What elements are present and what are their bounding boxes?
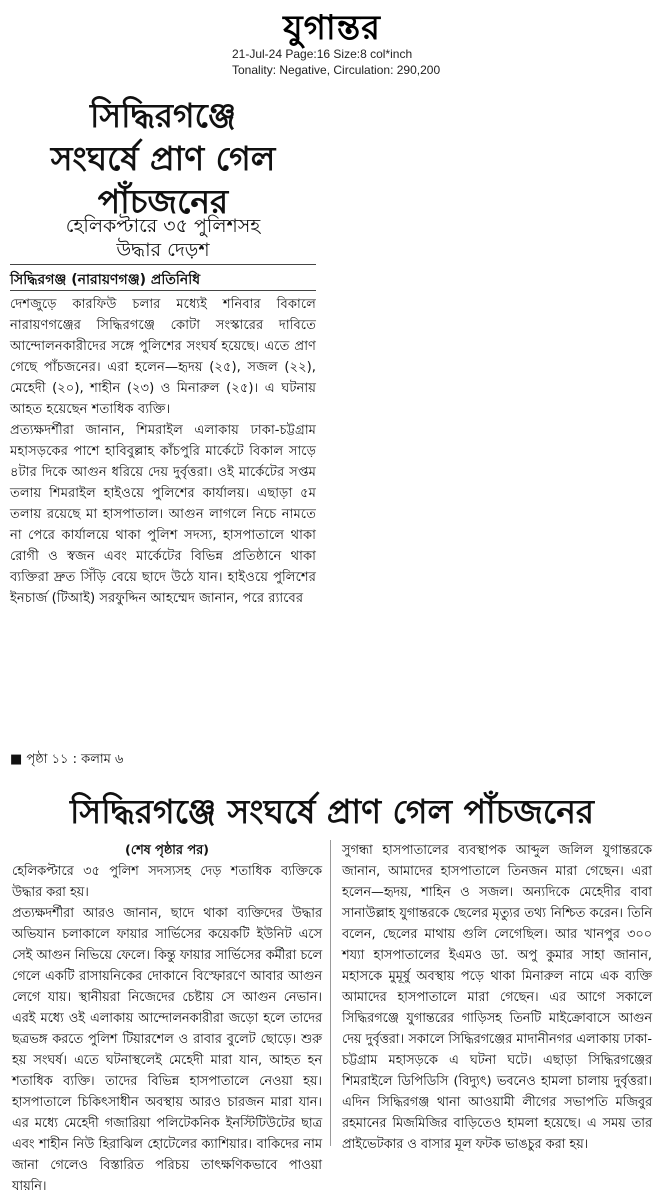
- divider-line: [10, 290, 316, 291]
- headline-line: সংঘর্ষে প্রাণ গেল: [50, 139, 276, 178]
- masthead: [0, 0, 664, 48]
- headline-line: পাঁচজনের: [97, 182, 229, 221]
- front-body: [10, 294, 316, 609]
- continued-marker: ■ পৃষ্ঠা ১১ : কলাম ৬: [10, 752, 124, 767]
- body-paragraph: প্রত্যক্ষদর্শীরা আরও জানান, ছাদে থাকা ব্যক্তিদের উদ্ধার অভিযান চলাকালে ফায়ার সার্ভিসের কয়েকটি ইউনিট এসে সেই আগুন নিভিয়ে ফেলে। কিন্তু ফায়ার সার্ভিসের কর্মীরা চলে গেলে একটি রাসায়নিকের দোকানে বিস্ফোরণে আবার আগুন লেগে যায়। স্থানীয়রা নিজেদের চেষ্টায় সে আগুন নেভান। এরই মধ্যে ওই এলাকায় আন্দোলনকারীরা জড়ো হলে তাদের ছত্রভঙ্গ করতে পুলিশ টিয়ারশেল ও রাবার বুলেট ছোড়ে। শুরু হয় সংঘর্ষ। এতে ঘটনাস্থলেই মেহেদী মারা যান, আহত হন শতাধিক ব্যক্তি। তাদের বিভিন্ন হাসপাতালে নেওয়া হয়। হাসপাতালে চিকিৎসাধীন অবস্থায় আরও চারজন মারা যান। এর মধ্যে মেহেদী গজারিয়া পলিটেকনিক ইনস্টিটিউটের ছাত্র এবং শাহীন নিউ হিরাঝিল হোটেলের ক্যাশিয়ার। বাকিদের নাম জানা গেলেও বিস্তারিত পরিচয় তাৎক্ষণিকভাবে পাওয়া যায়নি।: [12, 906, 323, 1194]
- column-divider: [330, 840, 331, 1146]
- article-clipping-front: [0, 82, 326, 772]
- divider-line: [10, 264, 316, 265]
- headline-line: সিদ্ধিরগঞ্জে: [89, 96, 237, 135]
- byline: সিদ্ধিরগঞ্জ (নারায়ণগঞ্জ) প্রতিনিধি: [10, 272, 201, 288]
- back-headline: সিদ্ধিরগঞ্জে সংঘর্ষে প্রাণ গেল পাঁচজনের: [69, 792, 595, 831]
- body-paragraph: প্রত্যক্ষদর্শীরা জানান, শিমরাইল এলাকায় ঢাকা-চট্টগ্রাম মহাসড়কের পাশে হাবিবুল্লাহ কাঁচপুরি মার্কেটে বিকাল সাড়ে ৪টার দিকে আগুন ধরিয়ে দেয় দুর্বৃত্তরা। ওই মার্কেটের সপ্তম তলায় শিমরাইল হাইওয়ে পুলিশের কার্যালয়। এছাড়া ৫ম তলায় রয়েছে মা হাসপাতাল। আগুন লাগলে নিচে নামতে না পেরে কার্যালয়ে থাকা পুলিশ সদস্য, হাসপাতালে থাকা রোগী ও স্বজন এবং মার্কেটের বিভিন্ন প্রতিষ্ঠানে থাকা ব্যক্তিরা দ্রুত সিঁড়ি বেয়ে ছাদে উঠে যান। হাইওয়ে পুলিশের ইনচার্জ (টিআই) সরফুদ্দিন আহম্মেদ জানান, পরে র‌্যাবের: [10, 423, 316, 606]
- clipping-meta-date: 21-Jul-24 Page:16 Size:8 col*inch: [232, 47, 413, 61]
- clipping-meta-tonality: Tonality: Negative, Circulation: 290,200: [232, 63, 441, 77]
- article-clipping-back: [0, 784, 664, 1194]
- continued-from-label: (শেষ পৃষ্ঠার পর): [125, 843, 209, 858]
- body-paragraph: সুগন্ধা হাসপাতালের ব্যবস্থাপক আব্দুল জলিল যুগান্তরকে জানান, আমাদের হাসপাতালে তিনজন মারা গেছেন। এরা হলেন—হৃদয়, শাহিন ও সজল। অন্যদিকে মেহেদীর বাবা সানাউল্লাহ যুগান্তরকে ছেলের মৃত্যুর তথ্য নিশ্চিত করেন। তিনি বলেন, ছেলের মাথায় গুলি লেগেছিল। আর খানপুর ৩০০ শয্যা হাসপাতালের ইএমও ডা. অপু কুমার সাহা জানান, মহাসকে মুমূর্ষু অবস্থায় পড়ে থাকা মিনারুল নামে এক ব্যক্তি আমাদের হাসপাতালে মারা গেছেন। এর আগে সকালে সিদ্ধিরগঞ্জে যুগান্তরের গাড়িসহ তিনটি মাইক্রোবাসে আগুন দেয় দুর্বৃত্তরা। সকালে সিদ্ধিরগঞ্জের মাদানীনগর এলাকায় ঢাকা-চট্টগ্রাম মহাসড়কে এ ঘটনা ঘটে। এছাড়া সিদ্ধিরগঞ্জের শিমরাইলে ডিপিডিসি (বিদ্যুৎ) ভবনেও হামলা চালায় দুর্বৃত্তরা। এদিন সিদ্ধিরগঞ্জ থানা আওয়ামী লীগের সভাপতি মজিবুর রহমানের মিজমিজির বাড়িতেও হামলা হয়েছে। এ সময় তার প্রাইভেটকার ও বাসার মূল ফটক ভাঙচুর করা হয়।: [342, 843, 652, 1152]
- front-subhead: [0, 214, 326, 262]
- subhead-line: উদ্ধার দেড়শ: [116, 239, 210, 261]
- subhead-line: হেলিকপ্টারে ৩৫ পুলিশসহ: [65, 215, 261, 237]
- body-paragraph: হেলিকপ্টারে ৩৫ পুলিশ সদস্যসহ দেড় শতাধিক ব্যক্তিকে উদ্ধার করা হয়।: [12, 864, 322, 900]
- front-headline: [0, 94, 326, 223]
- body-paragraph: দেশজুড়ে কারফিউ চলার মধ্যেই শনিবার বিকালে নারায়ণগঞ্জের সিদ্ধিরগঞ্জে কোটা সংস্কারের দাবিতে আন্দোলনকারীদের সঙ্গে পুলিশের সংঘর্ষ হয়েছে। এতে প্রাণ গেছে পাঁচজনের। এরা হলেন—হৃদয় (২৫), সজল (২২), মেহেদী (২০), শাহীন (২৩) ও মিনারুল (২৫)। এ ঘটনায় আহত হয়েছেন শতাধিক ব্যক্তি।: [10, 297, 316, 417]
- back-left-column: [12, 840, 322, 1197]
- back-right-column: [342, 840, 652, 1155]
- newspaper-logo: যুগান্তর: [283, 8, 381, 48]
